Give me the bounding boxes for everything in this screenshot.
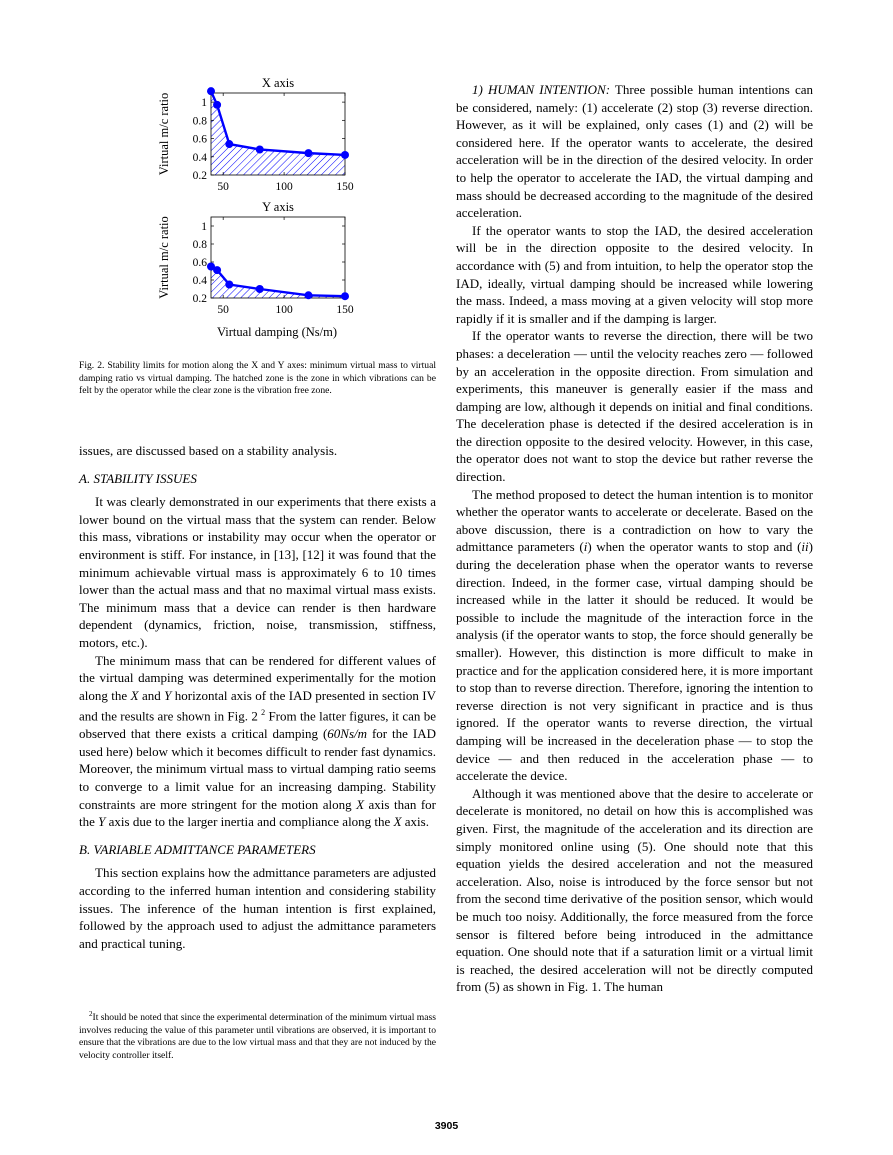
y-axis-plot (157, 200, 354, 316)
x-tick-label: 150 (336, 181, 354, 193)
y-tick-label: 1 (201, 97, 207, 110)
paragraph: The minimum mass that can be rendered for different values of the virtual damping was determined experimentally for the motion along the X and Y horizontal axis of the IAD presented in section IV and the results are shown in Fig. 2 $^2$ From the latter figures, it can be observed that there exists a critical damping (60Ns/m for the IAD used here) below which it becomes difficult to render fast dynamics. Moreover, the minimum virtual mass to virtual damping ratio seems to converge to a limit value for an increasing damping. Stability constraints are more stringent for the motion along X axis than for the Y axis due to the larger inertia and compliance along the X axis. (79, 652, 437, 830)
x-axis-plot (157, 76, 354, 193)
y-tick-label: 1 (201, 221, 207, 233)
paragraph: It was clearly demonstrated in our experiments that there exists a lower bound on the virtual mass that the system can render. Below this mass, vibrations or instability may occur when the operator or environment is stiff. For instance, in [13], [12] it was found that the minimum achievable virtual mass is approximately 6 to 10 times lower than the actual mass and that no maximal virtual mass exists. The minimum mass that a device can render is then hardware dependent (dynamics, friction, noise, transmission, stiffness, motors, etc.). (79, 494, 436, 650)
data-point (256, 285, 264, 293)
data-point (207, 87, 215, 95)
paragraph: This section explains how the admittance parameters are adjusted according to the inferred human intention and considering stability issues. The inference of the human intention is first explained, followed by the approach used to adjust the admittance parameters and practical tuning. (79, 865, 436, 951)
y-axis-label: Virtual m/c ratio (157, 216, 171, 299)
data-point (304, 291, 312, 299)
data-point (213, 266, 221, 274)
data-point (256, 145, 264, 153)
footnote-mark: 2 (261, 708, 266, 718)
y-tick-label: 0.6 (192, 257, 207, 269)
right-column (456, 81, 813, 996)
y-tick-label: 0.4 (192, 151, 207, 164)
y-tick-label: 0.8 (192, 115, 207, 128)
subsection-heading: 1) HUMAN INTENTION: (472, 82, 611, 97)
section-heading-b: B. VARIABLE ADMITTANCE PARAMETERS (79, 841, 316, 857)
paragraph: issues, are discussed based on a stability analysis. (79, 443, 338, 458)
data-point (341, 151, 349, 159)
y-tick-label: 0.2 (192, 170, 207, 182)
y-tick-label: 0.4 (192, 275, 207, 287)
plot-title: Y axis (262, 200, 294, 214)
paragraph: If the operator wants to stop the IAD, the desired acceleration will be in the direction opposite to the desired velocity. In accordance with (5) and from intuition, to help the operator stop the IAD, ideally, virtual damping should be increased while lowering the mass. Indeed, a mass moving at a given velocity will stop more rapidly if it is smaller and if the damping is larger. (456, 222, 813, 326)
paragraph: If the operator wants to reverse the direction, there will be two phases: a deceleration — until the velocity reaches zero — followed by an acceleration in the opposite direction. From simulation and experiments, this maneuver is generally easier if the mass and damping are low, although it depends on initial and final conditions. The deceleration phase is detected if the desired acceleration is in the direction opposite to the desired velocity. However, in this case, the operator does not want to stop the device but rather reverse the direction. (456, 328, 813, 485)
data-point (225, 140, 233, 148)
data-point (225, 281, 233, 289)
x-tick-label: 50 (217, 304, 229, 316)
x-tick-label: 150 (336, 304, 354, 316)
y-tick-label: 0.8 (192, 239, 207, 251)
data-point (213, 101, 221, 109)
paragraph: Although it was mentioned above that the desire to accelerate or decelerate is monitored, no detail on how this is accomplished was given. First, the magnitude of the acceleration and its direction are simply monitored online using (5). One should note that this equation yields the desired acceleration and not the measured acceleration. Also, noise is introduced by the force sensor but not from the second time derivative of the position sensor, which would be much too noisy. Additionally, the force measured from the force sensor is filtered before being introduced in the admittance equation. One should note that if a saturation limit or a virtual limit is reached, the desired acceleration will not be directly computed from (5) as shown in Fig. 1. The human (456, 785, 813, 995)
page-number: 3905 (434, 1120, 459, 1132)
paragraph: 1) HUMAN INTENTION: Three possible human intentions can be considered, namely: (1) accelerate (2) stop (3) reverse direction. However, as it will be explained, only cases (1) and (2) will be considered here. If the operator wants to accelerate, the desired acceleration will be in the direction of the desired velocity. In order to help the operator to accelerate the IAD, the virtual damping and mass should be decreased according to the magnitude of the desired acceleration. (456, 82, 813, 221)
data-point (304, 149, 312, 157)
x-tick-label: 100 (275, 181, 293, 193)
section-heading-a: A. STABILITY ISSUES (79, 470, 197, 486)
left-column (79, 442, 436, 952)
hatched-zone (211, 91, 345, 175)
plot-title: X axis (261, 76, 295, 90)
x-tick-label: 100 (275, 304, 293, 316)
paragraph: The method proposed to detect the human intention is to monitor whether the operator wants to accelerate or decelerate. Based on the above discussion, there is a contradiction on how to vary the admittance parameters (i) when the operator wants to stop and (ii) during the deceleration phase when the operator wants to reverse direction. Indeed, in the former case, virtual damping should be increased while in the latter it should be reduced. It would be possible to include the magnitude of the interaction force in the analysis (if the operator wants to stop, the force should generally be smaller). However, this distinction is more difficult to make in practice and for the application considered here, it is more important to stop than to reverse direction. Therefore, ignoring the intention to reverse direction is not very significant in practice and is thus ignored. If the operator wants to reverse direction, the virtual damping will be increased in the deceleration phase — to stop the device — and then reduced in the acceleration phase — to accelerate the device. (456, 486, 813, 784)
data-point (341, 292, 349, 300)
figure-2 (150, 70, 380, 350)
footnote: $^2$It should be noted that since the experimental determination of the minimum virtual mass involves reducing the value of this parameter until vibrations are observed, it is important to ensure that the vibrations are due to the low virtual mass and that they are not induced by the velocity controller itself. (79, 1010, 436, 1061)
y-tick-label: 0.2 (192, 293, 207, 305)
y-axis-label: Virtual m/c ratio (157, 92, 171, 176)
y-tick-label: 0.6 (192, 133, 207, 146)
figure-caption: Fig. 2. Stability limits for motion along the X and Y axes: minimum virtual mass to virtual damping ratio vs virtual damping. The hatched zone is the zone in which vibrations can be felt by the operator while the clear zone is the vibration free zone. (79, 360, 436, 396)
x-tick-label: 50 (217, 181, 229, 193)
shared-xlabel: Virtual damping (Ns/m) (216, 325, 338, 339)
